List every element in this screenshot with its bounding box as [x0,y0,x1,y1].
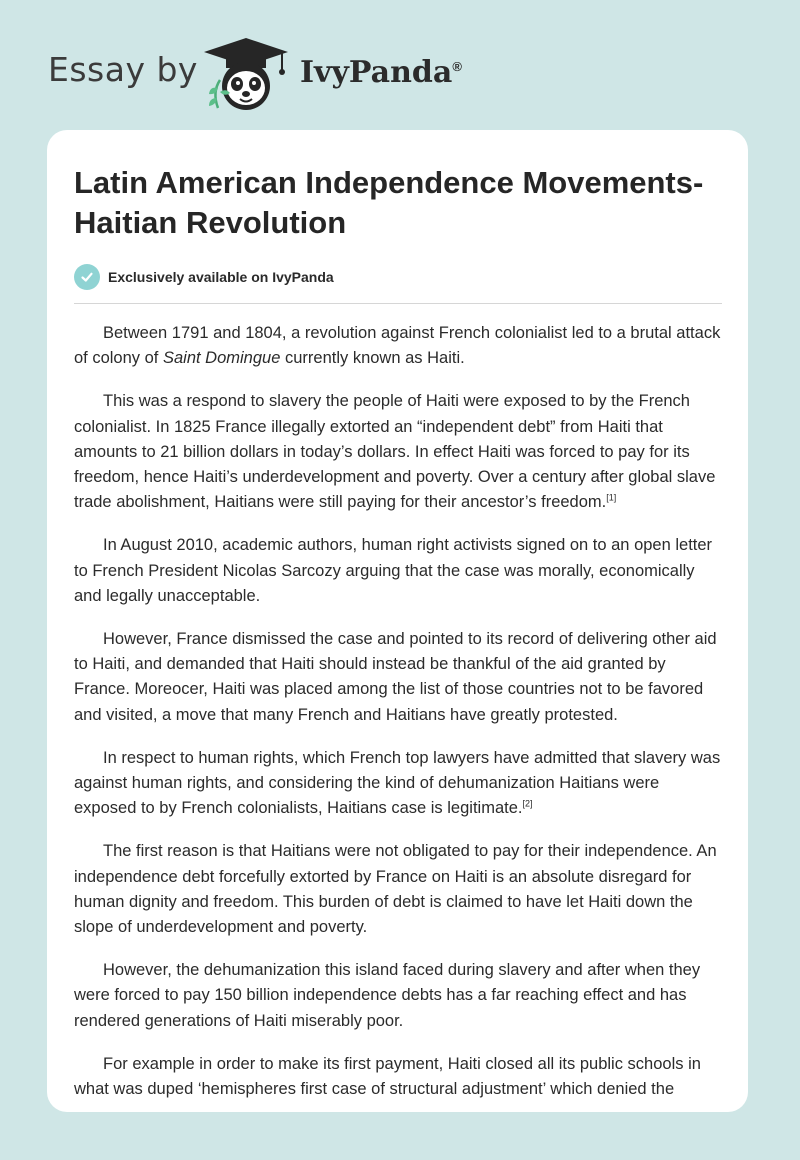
essay-paragraph [74,533,726,609]
paragraph-text: However, the dehumanization this island faced during slavery and after when they were forced to pay 150 billion independence debts has a far reaching effect and has rendered generations of Haiti miserably poor. [74,961,701,1030]
paragraph-text: currently known as Haiti. [280,349,465,368]
essay-paragraph [74,1052,726,1102]
essay-card [47,130,748,1112]
paragraph-text: The first reason is that Haitians were not obligated to pay for their independence. An independence debt forcefully extorted by France on Haiti is an absolute disregard for human dignity and freedom. This burden of debt is claimed to have let Haiti down the slope of underdevelopment and poverty. [74,842,717,937]
divider [74,303,722,304]
essay-paragraph [74,746,726,822]
essay-title: Latin American Independence Movements-Haitian Revolution [74,165,704,240]
check-icon [74,264,100,290]
ivypanda-logo-icon[interactable] [202,36,290,114]
footnote-reference[interactable]: [2] [522,798,533,809]
paragraph-text: This was a respond to slavery the people of Haiti were exposed to by the French colonialist. In 1825 France illegally extorted an “independent debt” from Haiti that amounts to 21 billion dollars in today’s dollars. In effect Haiti was forced to pay for its freedom, hence Haiti’s underdevelopment and poverty. Over a century after global slave trade abolishment, Haitians were still paying for their ancestor’s freedom. [74,392,716,512]
registered-mark: ® [452,59,462,74]
essay-paragraph [74,627,726,728]
footnote-reference[interactable]: [1] [606,492,617,503]
essay-by-label: Essay by [48,50,198,89]
paragraph-text: In August 2010, academic authors, human right activists signed on to an open letter to French President Nicolas Sarcozy arguing that the case was morally, economically and legally unacceptable. [74,536,713,605]
paragraph-text: In respect to human rights, which French top lawyers have admitted that slavery was against human rights, and considering the kind of dehumanization Haitians were exposed to by French colonialists, Haitians case is legitimate. [74,748,721,818]
brand-label: IvyPanda [300,55,453,90]
essay-paragraph [74,321,726,371]
exclusive-label: Exclusively available on IvyPanda [108,269,334,285]
exclusive-badge [74,264,334,290]
essay-paragraph [74,839,726,940]
paragraph-text: Between 1791 and 1804, a revolution against French colonialist led to a brutal attack of colony of [74,324,721,368]
brand-name[interactable] [300,55,462,90]
paragraph-text: For example in order to make its first payment, Haiti closed all its public schools in what was duped ‘hemispheres first case of structural adjustment’ which denied the [74,1054,701,1099]
paragraph-text: However, France dismissed the case and pointed to its record of delivering other aid to Haiti, and demanded that Haiti should instead be thankful of the aid granted by France. Moreocer, Haiti was placed among the list of those countries not to be favored and visited, a move that many French and Haitians have greatly protested. [74,630,717,724]
essay-body [74,321,726,1112]
italic-text: Saint Domingue [162,349,281,368]
essay-paragraph [74,389,726,515]
essay-paragraph [74,958,726,1034]
site-header [48,30,748,110]
